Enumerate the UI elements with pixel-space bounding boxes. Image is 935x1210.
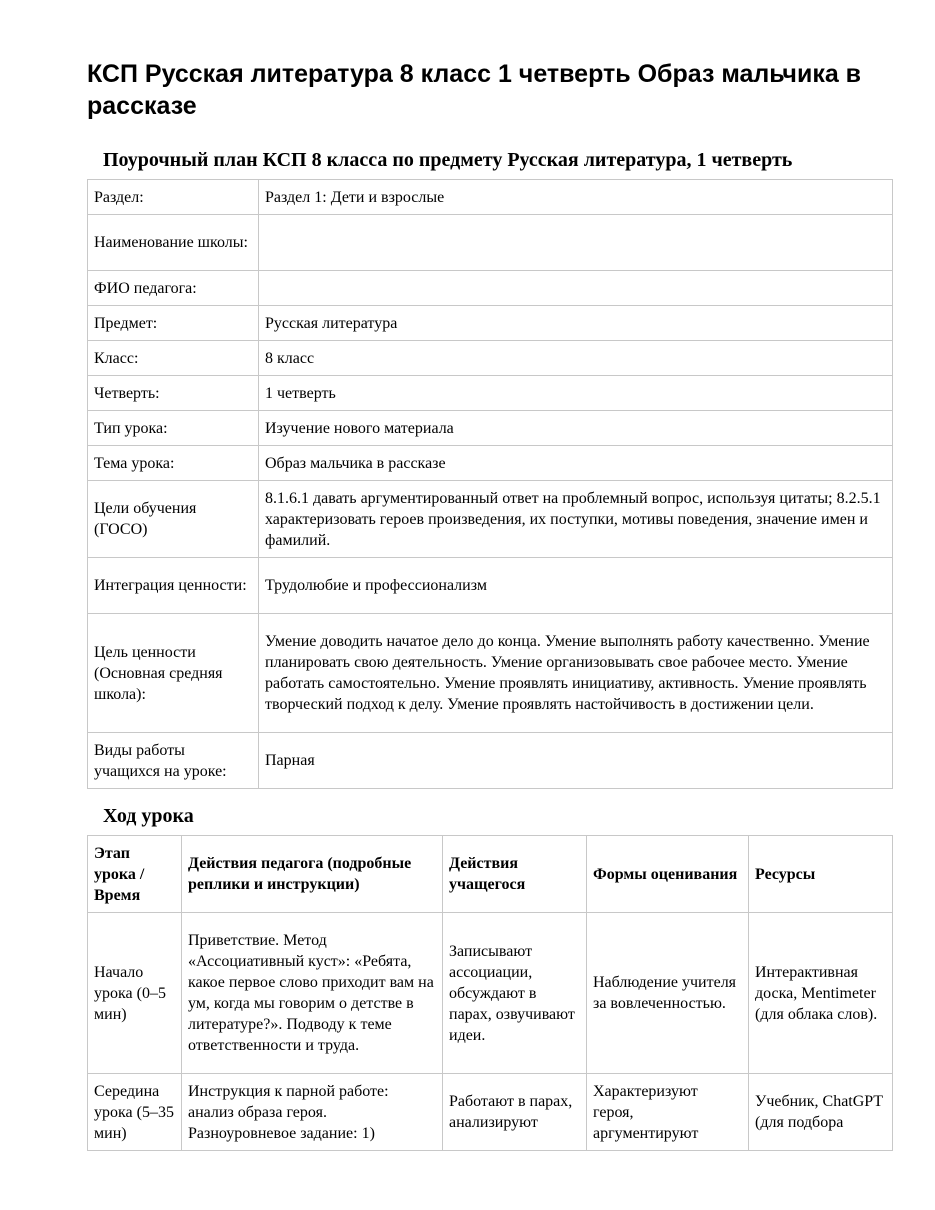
- info-label: Наименование школы:: [88, 215, 259, 271]
- table-row: [88, 614, 893, 733]
- info-label: Предмет:: [88, 306, 259, 341]
- table-cell: Учебник, ChatGPT (для подбора: [749, 1074, 893, 1151]
- info-label: Раздел:: [88, 180, 259, 215]
- column-header: Действия педагога (подробные реплики и инструкции): [182, 836, 443, 913]
- info-label: Тема урока:: [88, 446, 259, 481]
- table-cell: Наблюдение учителя за вовлеченностью.: [587, 913, 749, 1074]
- info-label: Четверть:: [88, 376, 259, 411]
- info-label: Цель ценности (Основная средняя школа):: [88, 614, 259, 733]
- document-title: КСП Русская литература 8 класс 1 четверть Образ мальчика в рассказе: [87, 60, 862, 120]
- table-row: [88, 180, 893, 215]
- table-row: [88, 271, 893, 306]
- table-cell: Инструкция к парной работе: анализ образа героя. Разноуровневое задание: 1): [182, 1074, 443, 1151]
- info-value: [259, 215, 893, 271]
- lesson-info-table: [87, 179, 893, 789]
- column-header: Ресурсы: [749, 836, 893, 913]
- info-label: Тип урока:: [88, 411, 259, 446]
- info-value: Умение доводить начатое дело до конца. Умение выполнять работу качественно. Умение планировать свою деятельность. Умение организовывать свое рабочее место. Умение работать самостоятельно. Умение проявлять инициативу, активность. Умение проявлять творческий подход к делу. Умение проявлять настойчивость в достижении цели.: [259, 614, 893, 733]
- lesson-heading: Ход урока: [103, 805, 194, 827]
- info-label: Виды работы учащихся на уроке:: [88, 733, 259, 789]
- info-value: [259, 271, 893, 306]
- table-cell: Работают в парах, анализируют: [443, 1074, 587, 1151]
- table-row: [88, 446, 893, 481]
- info-label: Класс:: [88, 341, 259, 376]
- table-row: [88, 341, 893, 376]
- table-cell: Интерактивная доска, Mentimeter (для облака слов).: [749, 913, 893, 1074]
- table-row: [88, 215, 893, 271]
- table-row: [88, 411, 893, 446]
- table-cell: Характеризуют героя, аргументируют: [587, 1074, 749, 1151]
- info-value: 8 класс: [259, 341, 893, 376]
- info-label: Цели обучения (ГОСО): [88, 481, 259, 558]
- table-row: [88, 558, 893, 614]
- column-header: Формы оценивания: [587, 836, 749, 913]
- plan-heading: Поурочный план КСП 8 класса по предмету Русская литература, 1 четверть: [103, 149, 793, 171]
- table-header-row: [88, 836, 893, 913]
- table-row: [88, 913, 893, 1074]
- info-value: 8.1.6.1 давать аргументированный ответ на проблемный вопрос, используя цитаты; 8.2.5.1 характеризовать героев произведения, их поступки, мотивы поведения, значение имен и фамилий.: [259, 481, 893, 558]
- info-value: Русская литература: [259, 306, 893, 341]
- info-value: Парная: [259, 733, 893, 789]
- info-value: Образ мальчика в рассказе: [259, 446, 893, 481]
- column-header: Этап урока / Время: [88, 836, 182, 913]
- info-value: 1 четверть: [259, 376, 893, 411]
- table-cell: Записывают ассоциации, обсуждают в парах, озвучивают идеи.: [443, 913, 587, 1074]
- table-row: [88, 376, 893, 411]
- table-row: [88, 1074, 893, 1151]
- info-label: ФИО педагога:: [88, 271, 259, 306]
- info-value: Изучение нового материала: [259, 411, 893, 446]
- info-value: Трудолюбие и профессионализм: [259, 558, 893, 614]
- table-cell: Середина урока (5–35 мин): [88, 1074, 182, 1151]
- table-row: [88, 481, 893, 558]
- info-value: Раздел 1: Дети и взрослые: [259, 180, 893, 215]
- table-row: [88, 733, 893, 789]
- table-cell: Приветствие. Метод «Ассоциативный куст»: «Ребята, какое первое слово приходит вам на ум, когда мы говорим о детстве в литературе?». Подводу к теме ответственности и труда.: [182, 913, 443, 1074]
- table-cell: Начало урока (0–5 мин): [88, 913, 182, 1074]
- lesson-flow-table: [87, 835, 893, 1151]
- column-header: Действия учащегося: [443, 836, 587, 913]
- info-label: Интеграция ценности:: [88, 558, 259, 614]
- table-row: [88, 306, 893, 341]
